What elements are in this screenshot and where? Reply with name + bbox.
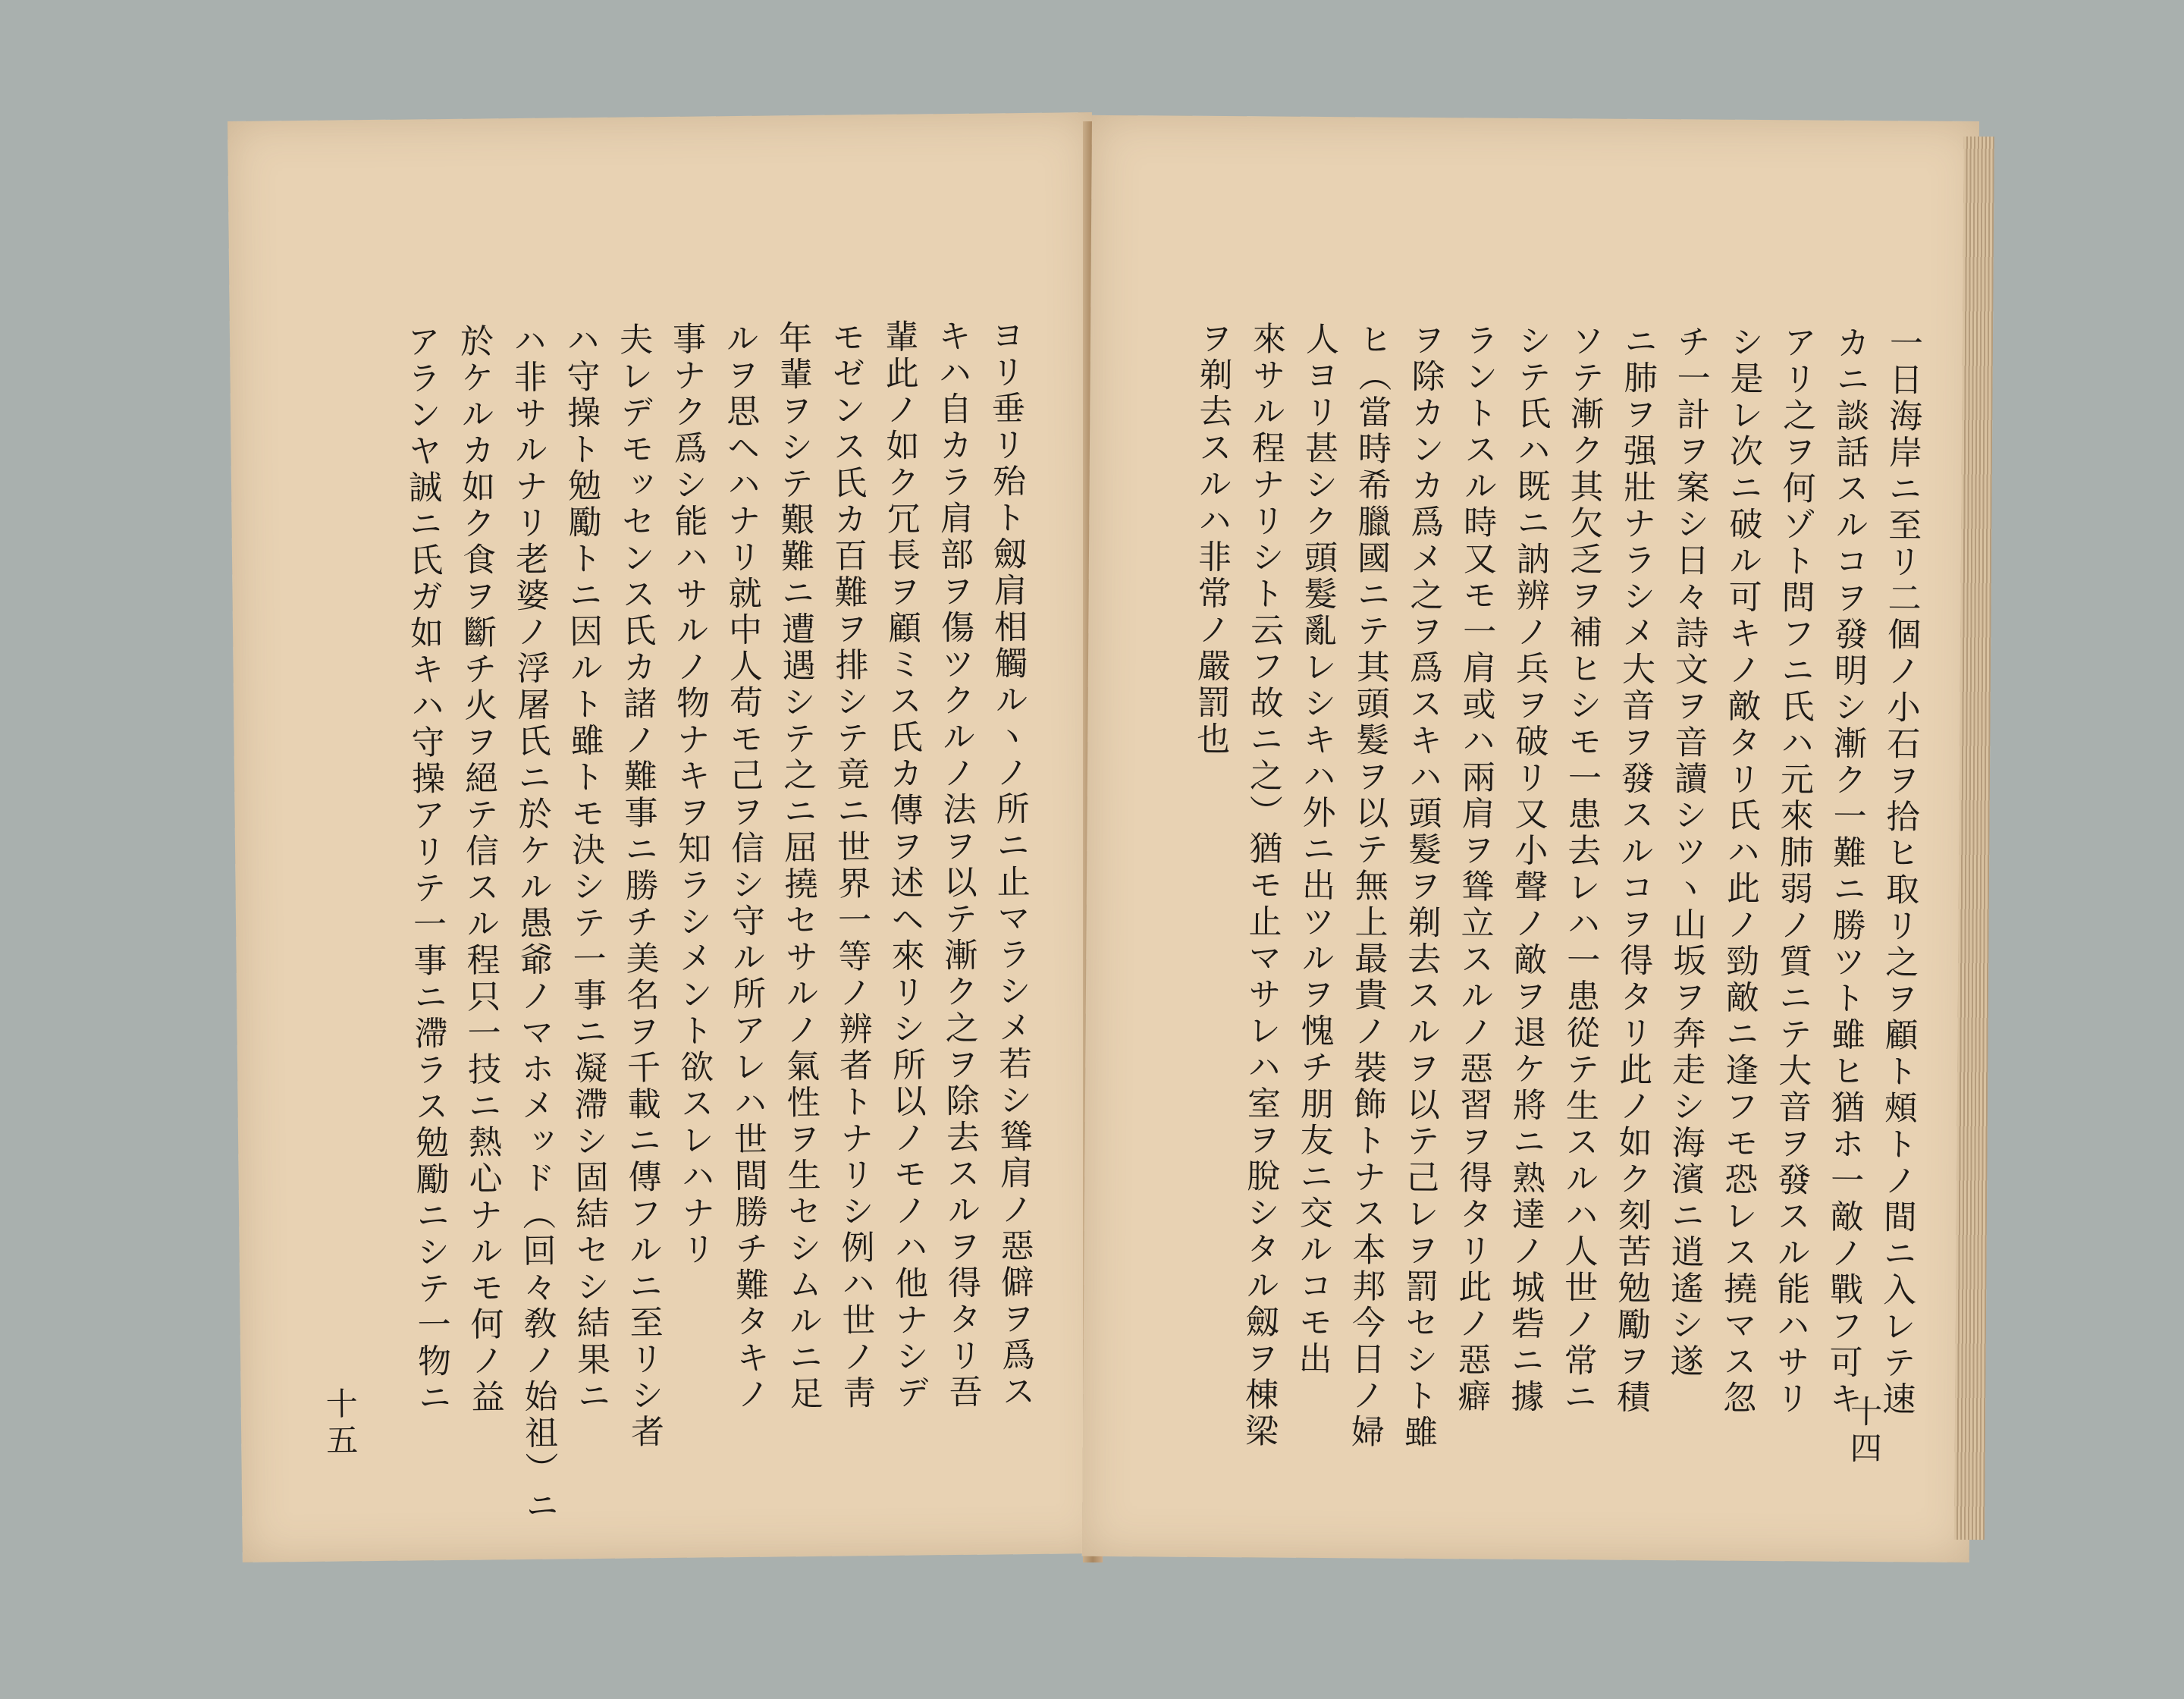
- text-column: ソテ漸ク其欠乏ヲ補ヒシモ一患去レハ一患從テ生スルハ人世ノ常ニ: [1558, 323, 1605, 1416]
- left-page-text: [290, 318, 1038, 1525]
- text-column: 一日海岸ニ至リ二個ノ小石ヲ拾ヒ取リ之ヲ顧ト頰トノ間ニ入レテ速: [1876, 325, 1923, 1418]
- text-column: 夫レデモッセンス氏カ諸ノ難事ニ勝チ美名ヲ千載ニ傳フルニ至リシ者: [613, 322, 664, 1451]
- text-column: ハ非サルナリ老婆ノ浮屠氏ニ於ケル愚爺ノマホメッド（回々敎ノ始祖）ニ: [507, 322, 559, 1525]
- text-column: シテ氏ハ既ニ訥辨ノ兵ヲ破リ又小聲ノ敵ヲ退ケ將ニ熟達ノ城砦ニ據: [1505, 322, 1552, 1416]
- right-page: [1082, 115, 1979, 1562]
- text-column: ハ守操ト勉勵トニ因ルト雖トモ決シテ一事ニ凝滯シ固結セシ結果ニ: [560, 322, 610, 1415]
- text-column: シ是レ次ニ破ル可キノ敵タリ氏ハ此ノ勁敵ニ逢フモ恐レス撓マス忽: [1717, 324, 1764, 1417]
- page-edges: [1954, 137, 1994, 1540]
- text-column: 年輩ヲシテ艱難ニ遭遇シテ之ニ屈撓セサルノ氣性ヲ生セシムルニ足: [772, 319, 823, 1413]
- text-column: チ一計ヲ案シ日々詩文ヲ音讀シツヽ山坂ヲ奔走シ海濱ニ逍遙シ遂: [1664, 324, 1711, 1380]
- page-number: 十五: [321, 1387, 359, 1460]
- text-column: 人ヨリ甚シク頭髮亂レシキハ外ニ出ツルヲ愧チ朋友ニ交ルコモ出: [1292, 321, 1339, 1378]
- left-page: [228, 112, 1107, 1562]
- text-column: ニ肺ヲ强壯ナラシメ大音ヲ發スルコヲ得タリ此ノ如ク刻苦勉勵ヲ積: [1611, 323, 1658, 1417]
- open-book: [228, 121, 1979, 1562]
- text-column: ラントスル時又モ一肩或ハ兩肩ヲ聳立スルノ惡習ヲ得タリ此ノ惡癖: [1451, 322, 1498, 1415]
- text-column: カニ談話スルコヲ發明シ漸ク一難ニ勝ツト雖ヒ猶ホ一敵ノ戰フ可キ: [1823, 325, 1870, 1418]
- text-column: 來サル程ナリシト云フ故ニ之）猶モ止マサレハ室ヲ脫シタル劔ヲ棟梁: [1238, 321, 1286, 1450]
- text-column: 於ケルカ如ク食ヲ斷チ火ヲ絕テ信スル程只一技ニ熱心ナルモ何ノ益: [453, 323, 504, 1416]
- text-column: ヲ除カンカ爲メ之ヲ爲スキハ頭髮ヲ剃去スルヲ以テ己レヲ罰セシト雖: [1398, 322, 1445, 1452]
- text-column: ヒ（當時希臘國ニテ其頭髮ヲ以テ無上最貴ノ裝飾トナス本邦今日ノ婦: [1345, 322, 1392, 1451]
- text-column: ヲ剃去スルハ非常ノ嚴罰也: [1191, 320, 1233, 758]
- right-page-text: [1128, 320, 1925, 1478]
- text-column: ヨリ垂リ殆ト劔肩相觸ルヽノ所ニ止マラシメ若シ聳肩ノ惡僻ヲ爲ス: [984, 318, 1035, 1411]
- text-column: 輩此ノ如ク冗長ヲ顧ミス氏カ傳ヲ述ヘ來リシ所以ノモノハ他ナシデ: [878, 319, 929, 1412]
- text-column: ルヲ思ヘハナリ就中人苟モ己ヲ信シ守ル所アレハ世間勝チ難タキノ: [719, 320, 770, 1414]
- text-column: モゼンス氏カ百難ヲ排シテ竟ニ世界一等ノ辨者トナリシ例ハ世ノ靑: [825, 319, 876, 1412]
- text-column: アリ之ヲ何ゾト問フニ氏ハ元來肺弱ノ質ニテ大音ヲ發スル能ハサリ: [1770, 325, 1817, 1418]
- text-column: アランヤ誠ニ氏ガ如キハ守操アリテ一事ニ滯ラス勉勵ニシテ一物ニ: [400, 324, 451, 1417]
- text-column: キハ自カラ肩部ヲ傷ツクルノ法ヲ以テ漸ク之ヲ除去スルヲ得タリ吾: [931, 318, 982, 1412]
- page-number: 十四: [1845, 1394, 1884, 1468]
- text-column: 事ナク爲シ能ハサルノ物ナキヲ知ラシメント欲スレハナリ: [666, 321, 715, 1268]
